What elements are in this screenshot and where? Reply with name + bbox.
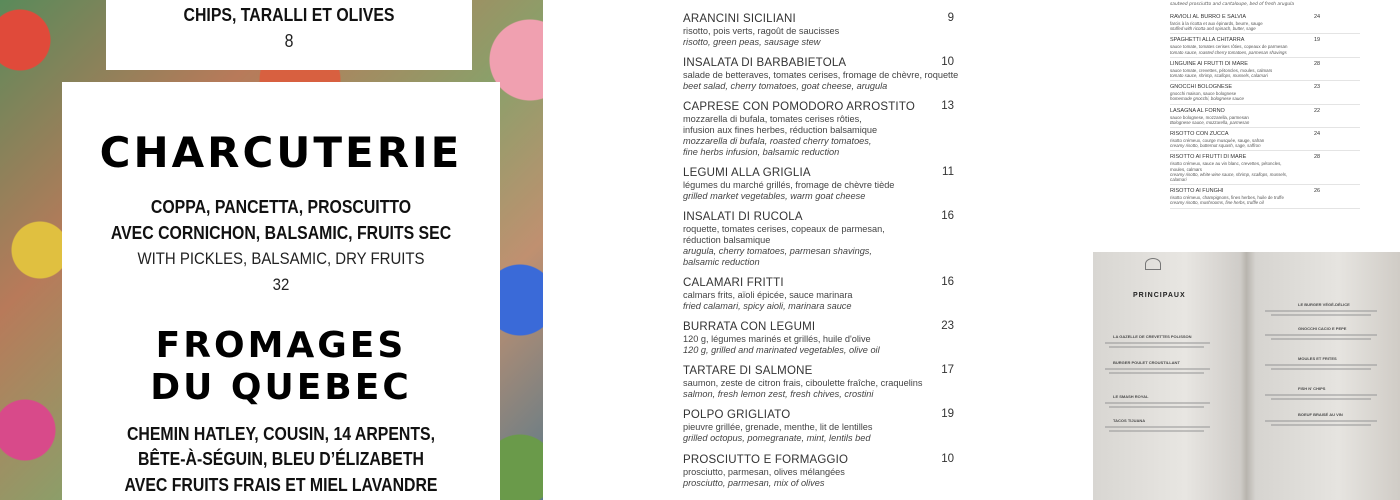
menu-item-description-en: stuffed with ricotta and spinach, butter, sage <box>1170 26 1256 32</box>
menu-item-description-fr: risotto crémeux, champignons, fines herbes, huile de truffe <box>1170 195 1284 201</box>
menu-item-name: RAVIOLI AL BURRO E SALVIA <box>1170 14 1247 20</box>
menu-item-description-fr: sauce tomate, crevettes, pétoncles, moules, calmars <box>1170 67 1273 73</box>
photo-menu-description <box>1265 420 1377 422</box>
photo-menu-description <box>1109 346 1204 348</box>
menu-item <box>1170 37 1320 54</box>
menu-item-description-en: tomato sauce, shrimp, scallops, mussels, calamari <box>1170 73 1268 78</box>
fromages-line-2: BÊTE-À-SÉGUIN, BLEU D’ÉLIZABETH <box>137 449 424 469</box>
menu-item-price: 19 <box>941 408 954 420</box>
menu-item-price: 23 <box>941 320 954 332</box>
menu-card-main <box>62 82 500 500</box>
menu-card-top <box>106 0 472 70</box>
photo-menu-item-left: BURGER POULET CROUSTILLANT <box>1113 360 1180 365</box>
photo-menu-item-right: GNOCCHI CACIO E PEPE <box>1298 326 1347 331</box>
charcuterie-line-3: WITH PICKLES, BALSAMIC, DRY FRUITS <box>137 249 425 268</box>
photo-menu-item-right: LE BURGER VÉGÉ-DÉLICE <box>1298 302 1350 307</box>
menu-item-description-en: creamy risotto, white wine sauce, shrimp, scallops, mussels, <box>1170 171 1288 177</box>
menu-item-price: 28 <box>1314 60 1321 67</box>
principaux-menu-photo <box>1093 252 1400 500</box>
menu-divider <box>1170 127 1360 128</box>
menu-item-description-en: fried calamari, spicy aioli, marinara sauce <box>683 301 852 311</box>
photo-menu-description <box>1105 342 1210 344</box>
photo-menu-description <box>1105 426 1210 428</box>
menu-item-price: 23 <box>1314 84 1321 91</box>
photo-menu-description <box>1265 364 1377 366</box>
menu-item-name: POLPO GRIGLIATO <box>683 409 791 421</box>
pasta-menu-thumbnail <box>1098 0 1400 245</box>
menu-divider <box>1170 80 1360 81</box>
menu-item <box>1170 154 1320 182</box>
menu-item-price: 28 <box>1314 154 1321 161</box>
menu-item-description-en: tomato sauce, roasted cherry tomatoes, parmesan shavings <box>1170 49 1287 55</box>
menu-item-description-fr: sauce bolognese, mozzarella, parmesan <box>1170 114 1249 120</box>
menu-item-price: 11 <box>942 166 954 178</box>
menu-item-description-en: beet salad, cherry tomatoes, goat cheese, arugula <box>683 81 888 91</box>
menu-item-description-fr: mozzarella di bufala, tomates cerises rôties, <box>683 114 862 124</box>
menu-item-description-en: fine herbs infusion, balsamic reduction <box>683 147 840 157</box>
menu-item-description-fr: risotto crémeux, courge musquée, sauge, safran <box>1170 138 1265 143</box>
antipasti-menu <box>543 0 1093 500</box>
menu-item-description-en: salmon, fresh lemon zest, fresh chives, crostini <box>683 389 874 399</box>
photo-menu-description <box>1271 338 1371 340</box>
photo-menu-description <box>1271 398 1371 400</box>
menu-item-name: RISOTTO AI FUNGHI <box>1170 188 1224 195</box>
photo-menu-item-right: MOULES ET FRITES <box>1298 356 1337 361</box>
menu-item-name: BURRATA CON LEGUMI <box>683 321 816 333</box>
menu-item-description-fr: 120 g, légumes marinés et grillés, huile d'olive <box>683 334 871 344</box>
menu-item-price: 10 <box>941 56 954 68</box>
menu-item-description-fr: salade de betteraves, tomates cerises, fromage de chèvre, roquette <box>683 70 959 80</box>
photo-menu-description <box>1265 394 1377 396</box>
menu-item-name: GNOCCHI BOLOGNESE <box>1170 84 1233 91</box>
menu-item-name: INSALATI DI RUCOLA <box>683 211 803 223</box>
menu-item-description-fr: calmars frits, aïoli épicée, sauce marinara <box>683 290 853 300</box>
menu-item-price: 19 <box>1314 37 1321 44</box>
menu-item <box>1170 14 1320 31</box>
photo-menu-description <box>1271 314 1371 316</box>
menu-item-name: PROSCIUTTO E FORMAGGIO <box>683 454 849 466</box>
photo-menu-description <box>1265 310 1377 312</box>
menu-item <box>1170 131 1320 148</box>
menu-item-description-fr: infusion aux fines herbes, réduction balsamique <box>683 125 878 135</box>
menu-item <box>1170 108 1320 125</box>
photo-menu-item-left: LA GAZELLE DE CREVETTES POLISSON <box>1113 334 1192 339</box>
intro-line: sauteed prosciutto and cantaloupe, bed of fresh arugula <box>1170 2 1295 7</box>
menu-item-price: 17 <box>941 364 954 376</box>
photo-menu-item-left: LE SMASH ROYAL <box>1113 394 1149 399</box>
menu-item-description-en: arugula, cherry tomatoes, parmesan shavings, <box>683 246 872 256</box>
menu-divider <box>1170 57 1360 58</box>
menu-item-description-en: mozzarella di bufala, roasted cherry tomatoes, <box>683 136 872 146</box>
menu-item-description-fr: légumes du marché grillés, fromage de chèvre tiède <box>683 180 895 190</box>
menu-item-name: INSALATA DI BARBABIETOLA <box>683 57 847 69</box>
menu-item-description-fr: risotto crémeux, sauce au vin blanc, crevettes, pétoncles, <box>1170 161 1282 167</box>
menu-item-name: RISOTTO AI FRUTTI DI MARE <box>1170 154 1247 161</box>
menu-item-name: CALAMARI FRITTI <box>683 277 784 289</box>
photo-menu-description <box>1271 368 1371 370</box>
menu-item <box>1170 61 1320 78</box>
menu-item-description-en: calamari <box>1170 177 1187 182</box>
menu-item <box>1170 84 1320 101</box>
fromages-line-1: CHEMIN HATLEY, COUSIN, 14 ARPENTS, <box>126 424 436 444</box>
menu-item-name: LEGUMI ALLA GRIGLIA <box>683 167 811 179</box>
menu-item-price: 16 <box>941 210 954 222</box>
menu-item-description-fr: gnocchi maison, sauce bolognese <box>1170 91 1237 97</box>
fromages-title-1: FROMAGES <box>155 325 407 366</box>
menu-item-price: 26 <box>1314 188 1321 195</box>
menu-item-description-en: grilled market vegetables, warm goat cheese <box>683 191 866 201</box>
menu-item-description-fr: sauce tomate, tomates cerises rôties, copeaux de parmesan <box>1170 44 1288 50</box>
crown-logo-icon <box>1145 258 1161 270</box>
menu-item-name: RISOTTO CON ZUCCA <box>1170 131 1229 137</box>
menu-item-name: TARTARE DI SALMONE <box>683 365 813 377</box>
menu-item-description-en: creamy risotto, mushrooms, fine herbs, truffle oil <box>1170 200 1264 206</box>
menu-item-name: ARANCINI SICILIANI <box>683 13 796 25</box>
menu-item-price: 13 <box>941 100 954 112</box>
fromages-line-3: AVEC FRUITS FRAIS ET MIEL LAVANDRE <box>124 475 438 495</box>
menu-item-description-en: 120 g, grilled and marinated vegetables, olive oil <box>683 345 880 355</box>
menu-item-description-fr: roquette, tomates cerises, copeaux de parmesan, <box>683 224 885 234</box>
menu-item-name: SPAGHETTI ALLA CHITARRA <box>1170 37 1245 44</box>
photo-menu-description <box>1109 372 1204 374</box>
menu-item-price: 22 <box>1314 107 1321 114</box>
menu-item-description-fr: farcis à la ricotta et aux épinards, beurre, sauge <box>1170 21 1263 26</box>
chips-item-name: CHIPS, TARALLI ET OLIVES <box>183 5 395 25</box>
menu-item-description-fr: risotto, pois verts, ragoût de saucisses <box>683 26 840 36</box>
chips-item-price: 8 <box>284 31 294 51</box>
menu-item-name: LINGUINE AI FRUTTI DI MARE <box>1170 60 1248 67</box>
photo-menu-description <box>1271 424 1371 426</box>
menu-item-description-fr: pieuvre grillée, grenade, menthe, lit de lentilles <box>683 422 873 432</box>
menu-item-description-fr: saumon, zeste de citron frais, ciboulette fraîche, craquelins <box>683 378 923 388</box>
charcuterie-price: 32 <box>272 275 290 294</box>
menu-divider <box>1170 208 1360 209</box>
photo-menu-item-right: BOEUF BRAISÉ AU VIN <box>1298 412 1343 417</box>
charcuterie-line-1: COPPA, PANCETTA, PROSCUITTO <box>150 197 412 217</box>
menu-item-name: CAPRESE CON POMODORO ARROSTITO <box>683 101 915 113</box>
menu-item-price: 24 <box>1314 14 1321 20</box>
menu-item <box>1170 188 1320 205</box>
photo-menu-description <box>1105 368 1210 370</box>
menu-item-description-en: risotto, green peas, sausage stew <box>683 37 821 47</box>
menu-item-description-en: Bolognese sauce, mozzarella, parmesan <box>1170 119 1250 125</box>
menu-item-description-fr: prosciutto, parmesan, olives mélangées <box>683 467 845 477</box>
photo-menu-item-left: TACOS TIJUANA <box>1113 418 1146 423</box>
menu-divider <box>1170 33 1360 34</box>
charcuterie-title: CHARCUTERIE <box>99 128 463 177</box>
menu-item-price: 9 <box>947 12 954 24</box>
menu-item-description-en: creamy risotto, butternut squash, sage, saffron <box>1170 143 1261 149</box>
photo-menu-item-right: FISH N' CHIPS <box>1298 386 1326 391</box>
menu-item-price: 16 <box>941 276 954 288</box>
menu-item-description-en: grilled octopus, pomegranate, mint, lentils bed <box>683 433 871 443</box>
photo-menu-description <box>1265 334 1377 336</box>
menu-divider <box>1170 184 1360 185</box>
menu-item-description-fr: réduction balsamique <box>683 235 771 245</box>
menu-divider <box>1170 104 1360 105</box>
menu-item-description-en: balsamic reduction <box>683 257 760 267</box>
photo-menu-description <box>1109 406 1204 408</box>
charcuterie-line-2: AVEC CORNICHON, BALSAMIC, FRUITS SEC <box>110 223 452 243</box>
photo-menu-description <box>1105 402 1210 404</box>
floral-menu-panel <box>0 0 543 500</box>
menu-item-price: 10 <box>941 453 954 465</box>
menu-item-price: 24 <box>1314 131 1321 137</box>
fromages-title-2: DU QUEBEC <box>150 367 412 408</box>
menu-item-name: LASAGNA AL FORNO <box>1170 107 1225 114</box>
menu-item-description-fr: moules, calmars <box>1170 166 1202 172</box>
photo-menu-description <box>1109 430 1204 432</box>
principaux-heading: PRINCIPAUX <box>1133 292 1186 299</box>
menu-item-description-en: prosciutto, parmesan, mix of olives <box>683 478 825 488</box>
menu-divider <box>1170 150 1360 151</box>
menu-item-description-en: homemade gnocchi, bolognese sauce <box>1170 96 1244 102</box>
